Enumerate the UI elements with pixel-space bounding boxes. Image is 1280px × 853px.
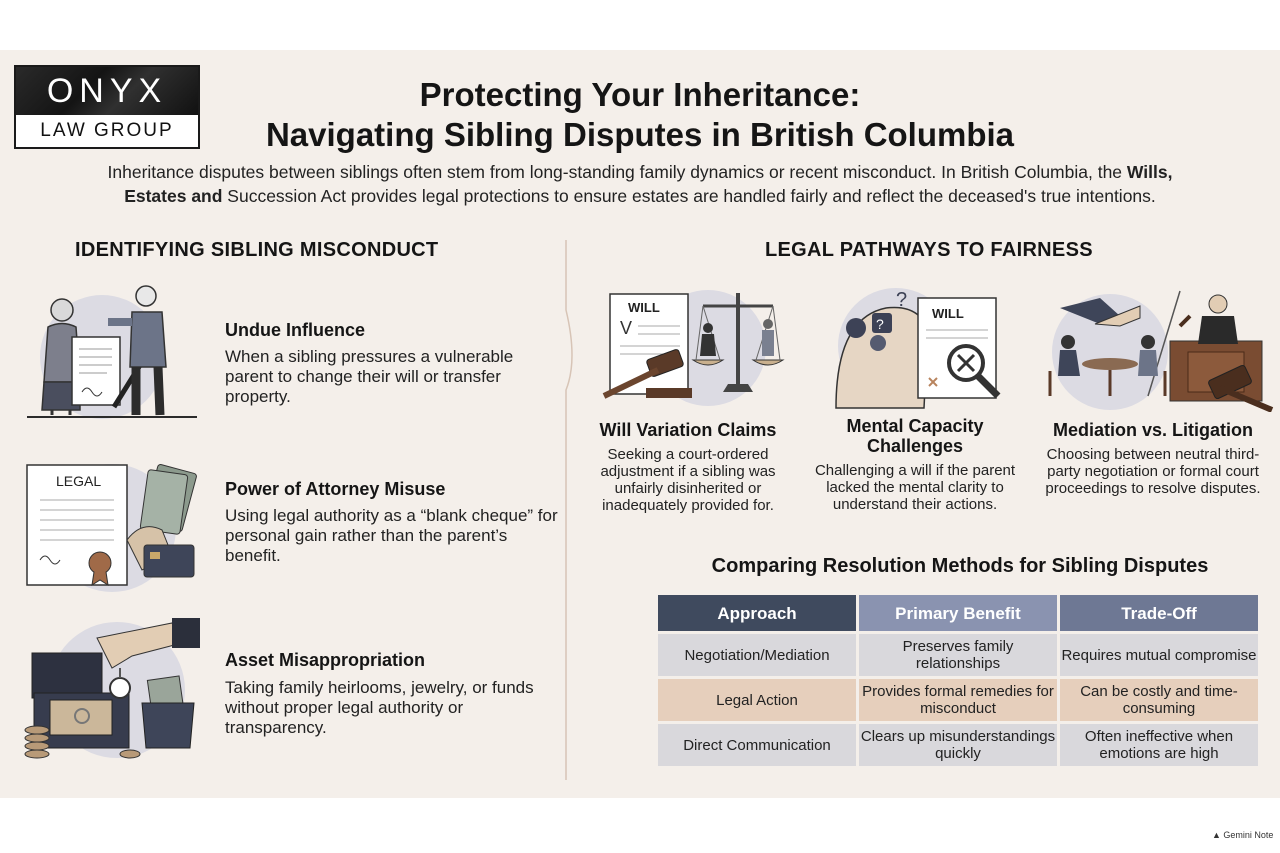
asset-misappropriation-illustration [22,618,202,768]
pathway-title-mental-capacity: Mental Capacity Challenges [846,416,984,456]
table-cell: Direct Communication [658,724,856,766]
intro-paragraph [80,160,1200,208]
power-of-attorney-illustration [22,460,202,595]
watermark-icon: ▲ [1212,830,1224,840]
comparison-table-title: Comparing Resolution Methods for Sibling Disputes [711,555,1209,577]
watermark-text: Gemini Note [1223,830,1274,840]
intro-text-1: Inheritance disputes between siblings often stem from long-standing family dynamics or recent misconduct. In British Columbia, the [107,162,1127,182]
item-title-power-of-attorney: Power of Attorney Misuse [225,479,446,499]
table-cell: Provides formal remedies for misconduct [859,679,1057,721]
pathway-desc-mediation: Choosing between neutral third-party negotiation or formal court proceedings to resolve disputes. [1045,446,1261,497]
table-cell: Can be costly and time-consuming [1060,679,1258,721]
right-section-heading: LEGAL PATHWAYS TO FAIRNESS [765,239,1093,261]
title-line-2: Navigating Sibling Disputes in British Columbia [265,116,1015,153]
table-cell: Legal Action [658,679,856,721]
table-row [658,634,1258,676]
item-desc-asset-misappropriation: Taking family heirlooms, jewelry, or funds without proper legal authority or transparency. [225,678,534,737]
table-cell: Negotiation/Mediation [658,634,856,676]
pathway-title-mediation: Mediation vs. Litigation [1052,420,1253,440]
undue-influence-illustration [22,282,202,427]
legal-doc-label: LEGAL [56,473,102,489]
page-title [180,75,1100,155]
will-variation-illustration [598,288,788,410]
logo-subtitle: LAW GROUP [40,120,174,141]
svg-text:V: V [620,318,633,338]
header-approach: Approach [658,595,856,631]
header-trade-off: Trade-Off [1060,595,1258,631]
intro-bold-1: Wills, [1126,162,1173,182]
table-cell: Preserves family relationships [859,634,1057,676]
mediation-litigation-illustration [1040,286,1275,412]
onyx-logo [14,65,200,149]
table-row [658,724,1258,766]
left-section-heading: IDENTIFYING SIBLING MISCONDUCT [75,239,439,261]
will-doc-label-2: WILL [932,306,964,321]
item-title-undue-influence: Undue Influence [225,320,366,340]
svg-text:?: ? [896,289,908,311]
table-header-row [658,595,1258,631]
item-desc-undue-influence: When a sibling pressures a vulnerable parent to change their will or transfer property. [225,347,514,406]
item-title-asset-misappropriation: Asset Misappropriation [225,650,426,670]
intro-text-2: Succession Act provides legal protections to ensure estates are handled fairly and reflect the deceased's true intentions. [222,186,1156,206]
pathway-title-will-variation: Will Variation Claims [599,420,777,440]
mental-capacity-illustration [826,288,1016,410]
pathway-desc-mental-capacity: Challenging a will if the parent lacked the mental clarity to understand their actions. [814,462,1016,513]
watermark [1212,830,1273,840]
intro-bold-2: Estates and [124,186,223,206]
table-cell: Requires mutual compromise [1060,634,1258,676]
header-primary-benefit: Primary Benefit [859,595,1057,631]
will-doc-label-1: WILL [628,300,660,315]
table-cell: Often ineffective when emotions are high [1060,724,1258,766]
title-line-1: Protecting Your Inheritance: [419,76,861,113]
logo-wordmark: ONYX [16,67,198,115]
table-row [658,679,1258,721]
svg-text:?: ? [876,316,884,332]
comparison-table [655,592,1261,769]
item-desc-power-of-attorney: Using legal authority as a “blank cheque” for personal gain rather than the parent’s benefit. [225,506,558,565]
infographic-sheet [0,50,1280,840]
pathway-desc-will-variation: Seeking a court-ordered adjustment if a sibling was unfairly disinherited or inadequately provided for. [600,446,776,514]
table-cell: Clears up misunderstandings quickly [859,724,1057,766]
